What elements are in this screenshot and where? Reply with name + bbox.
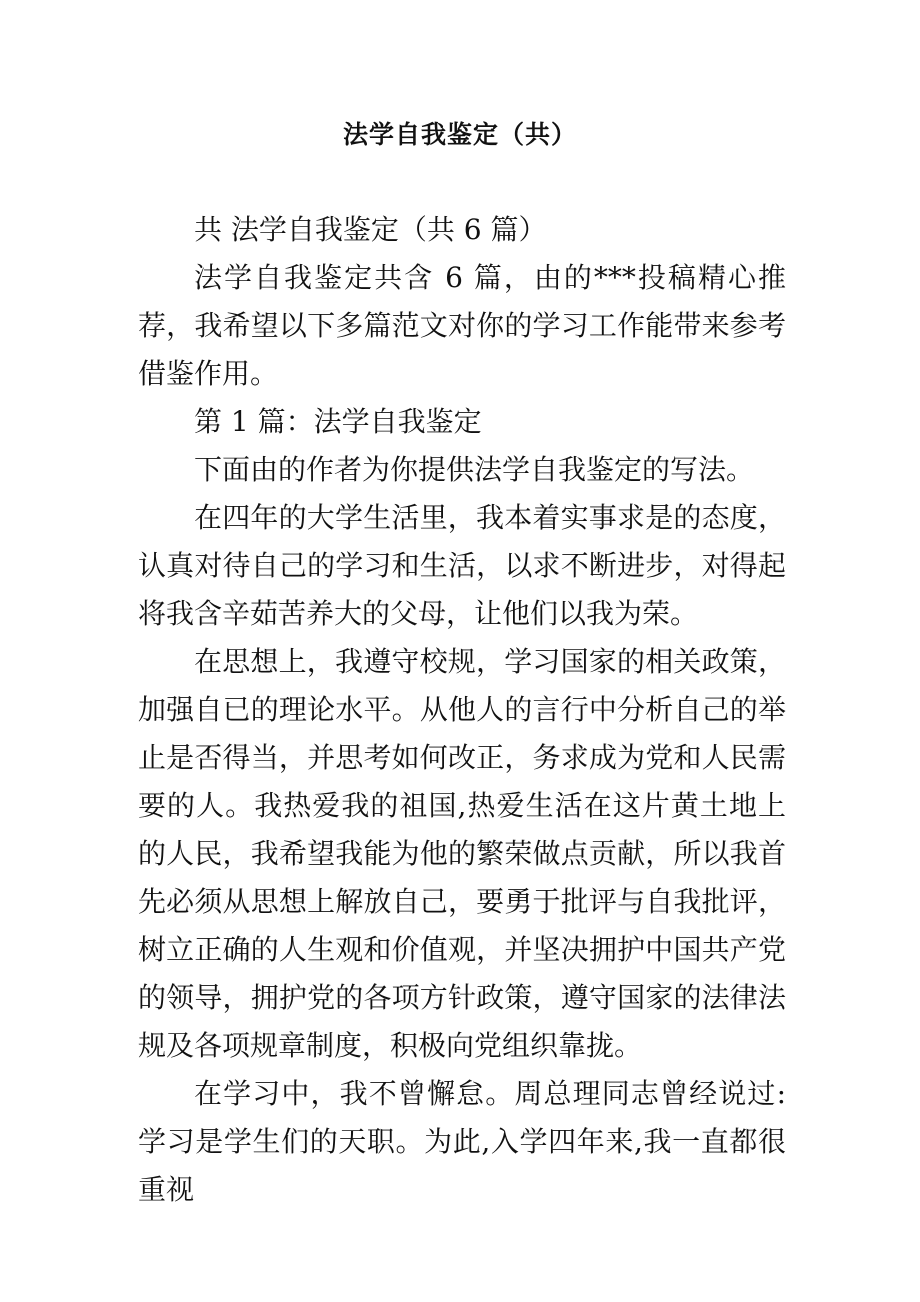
- paragraph-study: 在学习中，我不曾懈怠。周总理同志曾经说过:学习是学生们的天职。为此,入学四年来,我一直都很重视: [138, 1077, 786, 1206]
- document-body: [138, 206, 786, 1214]
- paragraph-intro: 法学自我鉴定共含 6 篇，由的***投稿精心推荐，我希望以下多篇范文对你的学习工作能带来参考借鉴作用。: [138, 261, 786, 390]
- paragraph-lead: 下面由的作者为你提供法学自我鉴定的写法。: [194, 453, 755, 486]
- paragraph-subtitle: 共 法学自我鉴定（共 6 篇）: [194, 213, 547, 246]
- paragraph-thought: 在思想上，我遵守校规，学习国家的相关政策，加强自已的理论水平。从他人的言行中分析自己的举止是否得当，并思考如何改正，务求成为党和人民需要的人。我热爱我的祖国,热爱生活在这片黄土地上的人民，我希望我能为他的繁荣做点贡献，所以我首先必须从思想上解放自己，要勇于批评与自我批评，树立正确的人生观和价值观，并坚决拥护中国共产党的领导，拥护党的各项方针政策，遵守国家的法律法规及各项规章制度，积极向党组织靠拢。: [138, 645, 786, 1062]
- paragraph-college-life: 在四年的大学生活里，我本着实事求是的态度，认真对待自己的学习和生活，以求不断进步，对得起将我含辛茹苦养大的父母，让他们以我为荣。: [138, 501, 786, 630]
- paragraph-section-heading: 第 1 篇：法学自我鉴定: [194, 405, 482, 438]
- document-title: 法学自我鉴定（共）: [342, 120, 577, 149]
